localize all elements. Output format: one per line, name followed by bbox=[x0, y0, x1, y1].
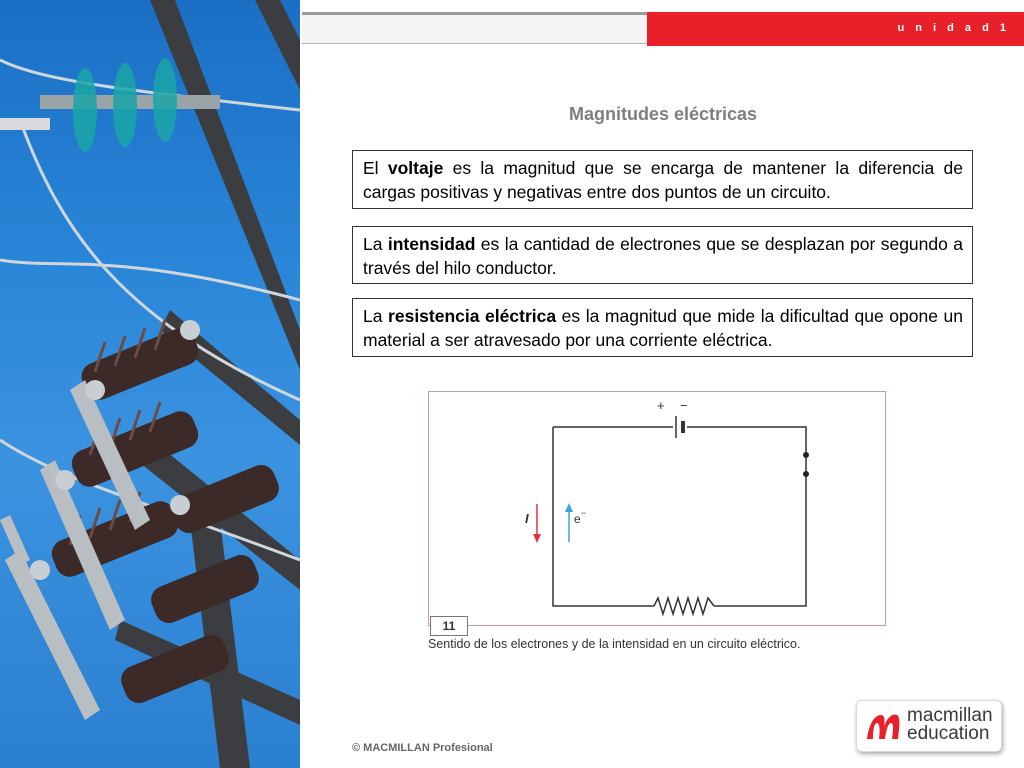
figure-caption: Sentido de los electrones y de la intensidad en un circuito eléctrico. bbox=[428, 637, 801, 651]
definition-text-start: La bbox=[363, 306, 389, 326]
definition-text-end: es la magnitud que se encarga de mantener la diferencia de cargas positivas y negativas entre dos puntos de un circuito. bbox=[363, 158, 963, 202]
copyright-footer: © MACMILLAN Profesional bbox=[352, 742, 493, 754]
header-bar bbox=[302, 12, 647, 44]
definition-text-start: La bbox=[363, 234, 388, 254]
battery-plus-label: + bbox=[657, 398, 665, 413]
switch-contact-bottom bbox=[803, 471, 809, 477]
macmillan-logo bbox=[856, 700, 1002, 752]
electron-superscript: − bbox=[581, 508, 587, 518]
definition-voltaje bbox=[352, 150, 973, 209]
unit-banner bbox=[647, 12, 1024, 46]
page-title: Magnitudes eléctricas bbox=[568, 104, 758, 124]
switch-contact-top bbox=[803, 452, 809, 458]
resistor-symbol bbox=[654, 598, 714, 614]
definition-intensidad bbox=[352, 226, 973, 284]
circuit-diagram bbox=[428, 391, 886, 626]
definition-resistencia bbox=[352, 298, 973, 357]
figure-number: 11 bbox=[430, 616, 468, 636]
logo-text-education: education bbox=[907, 723, 990, 744]
definition-text-end: es la cantidad de electrones que se desplazan por segundo a través del hilo conductor. bbox=[363, 234, 963, 278]
logo-mark-icon bbox=[865, 709, 903, 743]
unit-label: u n i d a d 1 bbox=[897, 22, 1010, 34]
current-arrow bbox=[533, 504, 541, 543]
definition-term: resistencia eléctrica bbox=[388, 306, 557, 326]
definition-text-end: es la magnitud que mide la dificultad que opone un material a ser atravesado por una corriente eléctrica. bbox=[363, 306, 963, 350]
battery-minus-label: − bbox=[680, 398, 688, 413]
definition-term: voltaje bbox=[387, 158, 444, 178]
electron-arrow bbox=[565, 503, 573, 542]
definition-term: intensidad bbox=[387, 234, 476, 254]
current-label: I bbox=[525, 511, 529, 526]
electron-label: e bbox=[574, 512, 581, 526]
definition-text-start: El bbox=[363, 158, 388, 178]
logo-text-macmillan: macmillan bbox=[907, 705, 993, 726]
insulators-photo bbox=[0, 0, 300, 768]
